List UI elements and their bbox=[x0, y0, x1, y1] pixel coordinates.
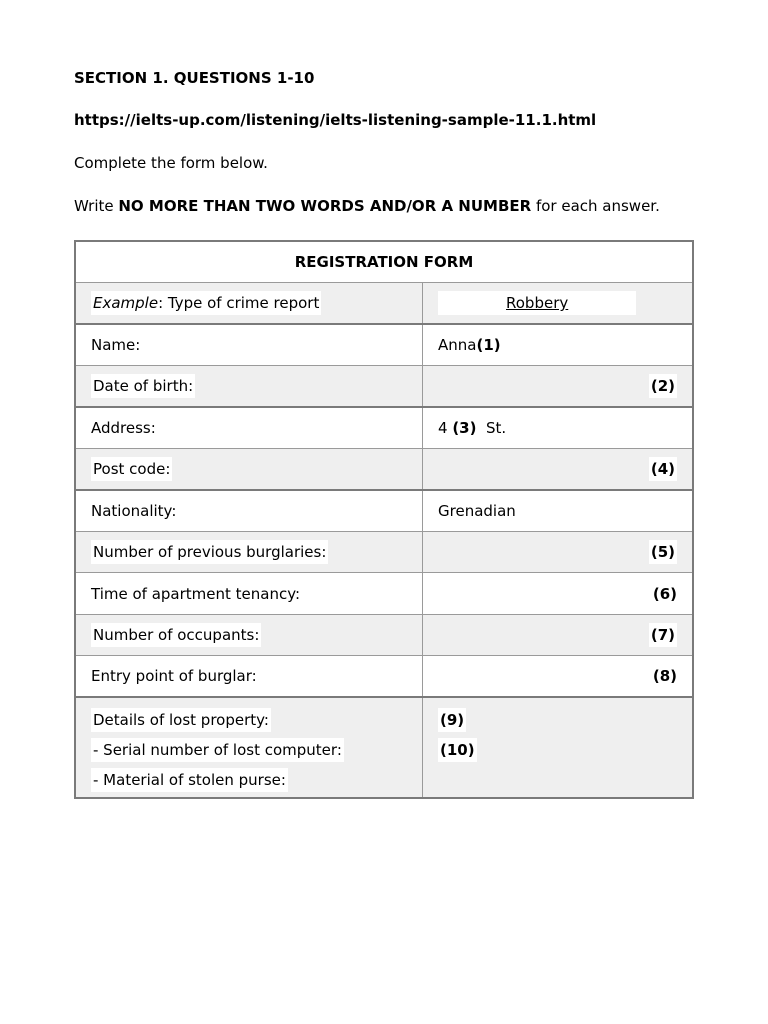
row-label: Time of apartment tenancy: bbox=[91, 584, 301, 603]
answer-marker: (6) bbox=[652, 584, 677, 603]
form-row-dob bbox=[76, 366, 692, 408]
instruction-post: for each answer. bbox=[531, 197, 660, 215]
instruction-pre: Write bbox=[74, 197, 119, 215]
source-url: https://ielts-up.com/listening/ielts-listening-sample-11.1.html bbox=[74, 111, 597, 129]
row-label: Number of previous burglaries: bbox=[91, 540, 328, 564]
form-title: REGISTRATION FORM bbox=[294, 253, 474, 271]
instruction-complete: Complete the form below. bbox=[74, 154, 268, 172]
row-label: Details of lost property: bbox=[91, 708, 271, 732]
row-label: Address: bbox=[91, 419, 156, 437]
form-title-row bbox=[76, 242, 692, 283]
section-heading: SECTION 1. QUESTIONS 1-10 bbox=[74, 69, 315, 87]
row-label: Date of birth: bbox=[91, 374, 195, 398]
row-label: - Serial number of lost computer: bbox=[91, 738, 344, 762]
form-row-nationality bbox=[76, 491, 692, 532]
example-label: Example: Type of crime report bbox=[91, 291, 321, 315]
instruction-word-limit bbox=[74, 197, 660, 215]
row-label: Entry point of burglar: bbox=[91, 667, 257, 685]
row-value-pre: 4 bbox=[438, 419, 453, 437]
form-row-tenancy bbox=[76, 573, 692, 615]
instruction-bold: NO MORE THAN TWO WORDS AND/OR A NUMBER bbox=[118, 197, 532, 215]
example-row bbox=[76, 283, 692, 325]
form-row-burglaries bbox=[76, 532, 692, 573]
row-label: Nationality: bbox=[91, 502, 177, 520]
answer-marker: (1) bbox=[476, 336, 501, 354]
form-row-name bbox=[76, 325, 692, 366]
row-label: - Material of stolen purse: bbox=[91, 768, 288, 792]
form-row-address bbox=[76, 408, 692, 449]
form-row-postcode bbox=[76, 449, 692, 491]
row-value: Anna bbox=[438, 336, 477, 354]
form-row-entry bbox=[76, 656, 692, 698]
form-row-lost-property bbox=[76, 698, 692, 797]
form-row-occupants bbox=[76, 615, 692, 656]
answer-marker: (2) bbox=[649, 374, 677, 398]
registration-form-table bbox=[74, 240, 694, 799]
row-label: Name: bbox=[91, 336, 141, 354]
answer-marker: (7) bbox=[649, 623, 677, 647]
row-label: Post code: bbox=[91, 457, 172, 481]
answer-marker: (8) bbox=[652, 667, 677, 685]
example-value: Robbery bbox=[438, 291, 636, 315]
answer-marker: (9) bbox=[438, 708, 466, 732]
row-label: Number of occupants: bbox=[91, 623, 261, 647]
answer-marker: (10) bbox=[438, 738, 477, 762]
row-value-post: St. bbox=[476, 419, 507, 437]
answer-marker: (3) bbox=[452, 419, 477, 437]
row-value: Grenadian bbox=[438, 502, 516, 520]
answer-marker: (5) bbox=[649, 540, 677, 564]
answer-marker: (4) bbox=[649, 457, 677, 481]
